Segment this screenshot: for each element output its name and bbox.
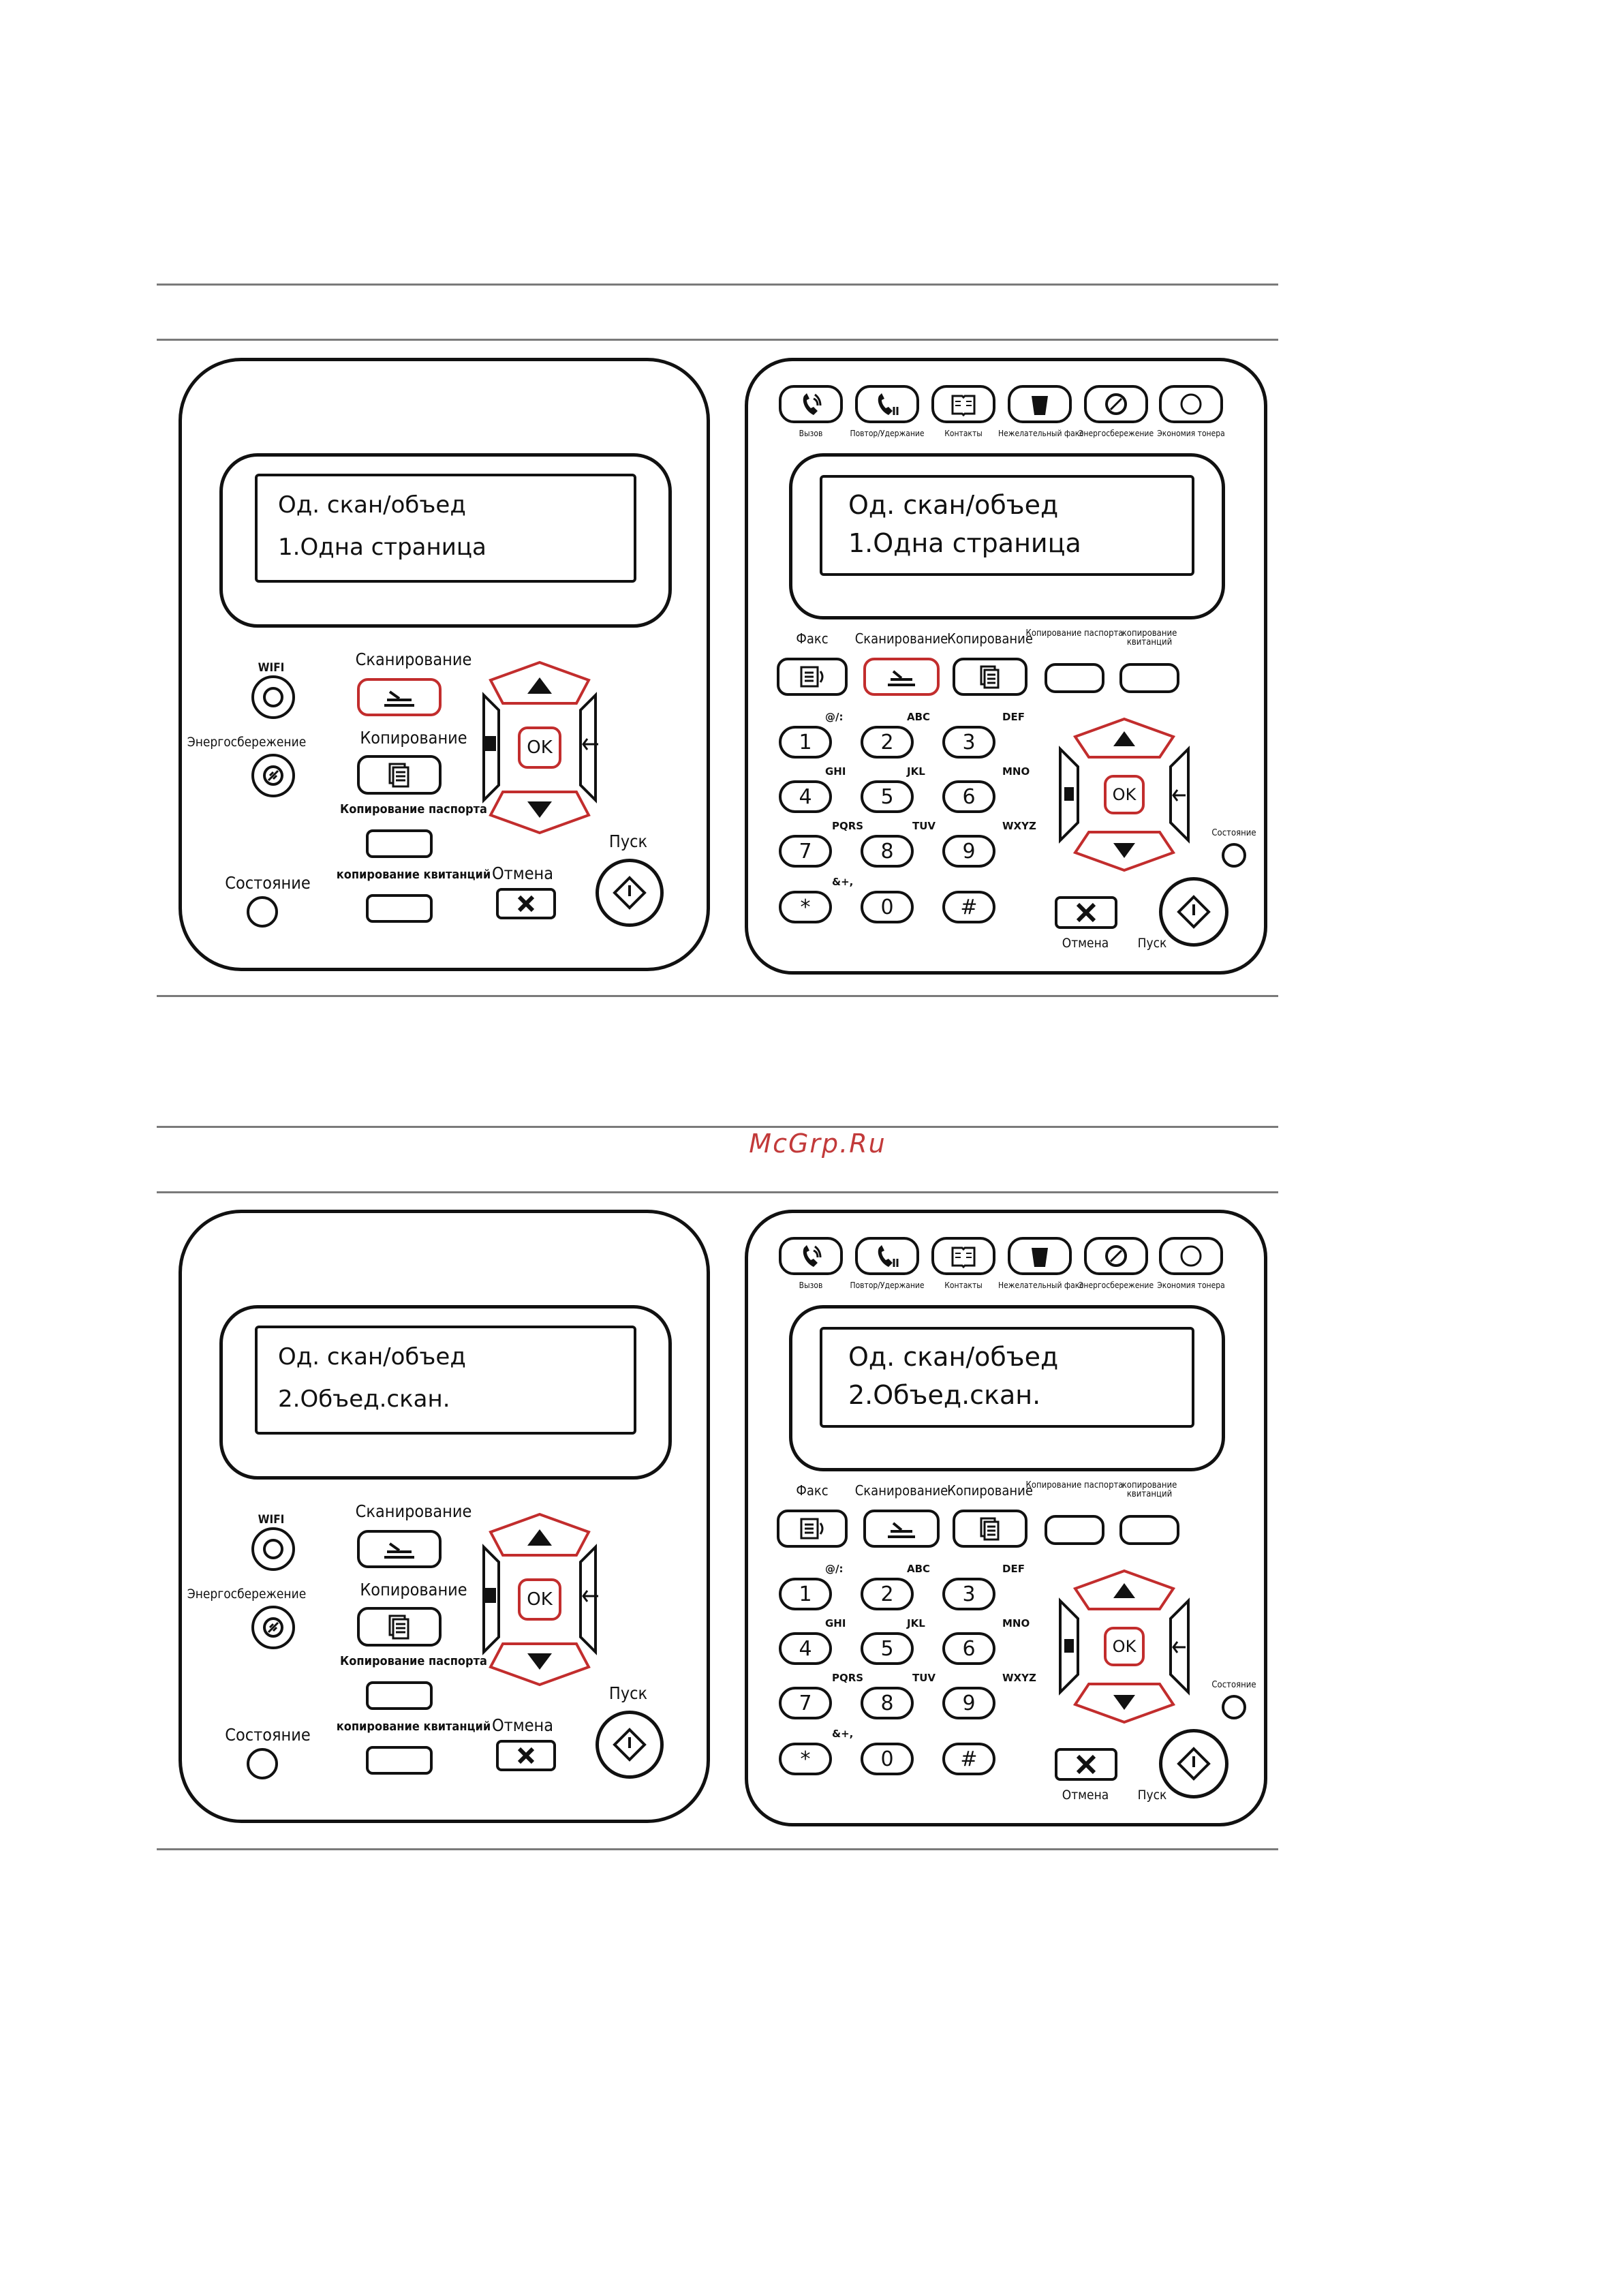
keypad-key-10[interactable]: * — [779, 1743, 832, 1775]
key-letters-label: PQRS — [832, 820, 864, 832]
keypad-key-12[interactable]: # — [942, 1743, 995, 1775]
cancel-label: Отмена — [1062, 936, 1109, 951]
key-letters-label: @/: — [825, 711, 844, 723]
copy-label: Копирование — [360, 1580, 467, 1599]
key-letters-label: ABC — [907, 1563, 931, 1575]
ok-button[interactable]: OK — [518, 726, 561, 769]
keypad-key-2[interactable]: 2 — [861, 1578, 914, 1610]
energy-label: Энергосбережение — [187, 735, 307, 750]
energy-label: Энергосбережение — [187, 1587, 307, 1602]
scan-button[interactable] — [357, 678, 442, 716]
start-label: Пуск — [1137, 1788, 1167, 1803]
start-label: Пуск — [608, 1683, 648, 1703]
keypad-key-5[interactable]: 5 — [861, 1632, 914, 1665]
top-button-3[interactable] — [931, 1237, 995, 1275]
keypad-key-10[interactable]: * — [779, 891, 832, 923]
top-button-2-label: Повтор/Удержание — [850, 1281, 925, 1290]
passport-copy-label: Копирование паспорта — [1025, 1480, 1124, 1490]
cancel-label: Отмена — [491, 1715, 554, 1735]
receipt-copy-label: копирование квитанций — [336, 1719, 491, 1734]
copy-button[interactable] — [953, 658, 1027, 696]
top-button-4-label: Нежелательный факс — [998, 429, 1084, 438]
start-label: Пуск — [1137, 936, 1167, 951]
key-letters-label: MNO — [1002, 1617, 1030, 1629]
fax-icon — [799, 1516, 826, 1541]
top-button-5[interactable] — [1084, 385, 1148, 423]
lcd-screen — [255, 474, 636, 583]
rule — [157, 284, 1278, 286]
toner-save-icon — [1179, 392, 1203, 416]
scan-label: Сканирование — [355, 1501, 472, 1521]
status-indicator — [247, 1748, 278, 1779]
cancel-button[interactable] — [496, 888, 556, 919]
scan-button[interactable] — [863, 1510, 940, 1548]
keypad-key-11[interactable]: 0 — [861, 1743, 914, 1775]
keypad-key-2[interactable]: 2 — [861, 726, 914, 759]
cancel-label: Отмена — [491, 863, 554, 883]
watermark: McGrp.Ru — [749, 1129, 886, 1159]
keypad-key-1[interactable]: 1 — [779, 1578, 832, 1610]
copy-label: Копирование — [947, 630, 1033, 647]
top-button-1-label: Вызов — [799, 429, 823, 438]
keypad-key-11[interactable]: 0 — [861, 891, 914, 923]
copy-button[interactable] — [953, 1510, 1027, 1548]
keypad-key-6[interactable]: 6 — [942, 780, 995, 813]
fax-icon — [799, 664, 826, 689]
toner-save-icon — [1179, 1244, 1203, 1268]
keypad-key-5[interactable]: 5 — [861, 780, 914, 813]
top-button-1-label: Вызов — [799, 1281, 823, 1290]
cancel-x-icon — [1075, 1754, 1097, 1775]
keypad-key-6[interactable]: 6 — [942, 1632, 995, 1665]
keypad-key-3[interactable]: 3 — [942, 1578, 995, 1610]
status-label: Состояние — [1211, 1680, 1256, 1690]
receipt-copy-label: копирование квитанций — [1122, 1480, 1177, 1499]
lcd-screen — [820, 1327, 1194, 1428]
contacts-book-icon — [951, 392, 976, 416]
scan-label: Сканирование — [355, 649, 472, 669]
key-letters-label: WXYZ — [1002, 1672, 1036, 1684]
cancel-button[interactable] — [496, 1740, 556, 1771]
scanner-icon — [884, 1516, 919, 1541]
key-letters-label: DEF — [1002, 1563, 1025, 1575]
top-button-3-label: Контакты — [944, 429, 983, 438]
phone-icon — [799, 1244, 823, 1268]
scan-label: Сканирование — [854, 630, 948, 647]
scan-button[interactable] — [357, 1530, 442, 1568]
energy-save-button[interactable] — [251, 1606, 295, 1649]
lcd-line-1: Од. скан/объед — [278, 491, 466, 519]
energy-icon — [262, 765, 284, 786]
top-button-5-label: Энергосбережение — [1078, 429, 1154, 438]
keypad-key-3[interactable]: 3 — [942, 726, 995, 759]
scanner-icon — [380, 685, 418, 709]
top-button-6-label: Экономия тонера — [1157, 1281, 1225, 1290]
receipt-copy-label: копирование квитанций — [1122, 628, 1177, 647]
contacts-book-icon — [951, 1244, 976, 1268]
top-button-3[interactable] — [931, 385, 995, 423]
lcd-screen — [820, 475, 1194, 576]
status-label: Состояние — [1211, 828, 1256, 838]
rule — [157, 339, 1278, 341]
lcd-line-1: Од. скан/объед — [278, 1343, 466, 1371]
wifi-label: WIFI — [258, 1513, 285, 1527]
key-letters-label: DEF — [1002, 711, 1025, 723]
fax-label: Факс — [796, 630, 829, 647]
keypad-key-1[interactable]: 1 — [779, 726, 832, 759]
keypad-key-4[interactable]: 4 — [779, 1632, 832, 1665]
passport-copy-label: Копирование паспорта — [340, 802, 487, 816]
passport-copy-button[interactable] — [366, 1681, 433, 1710]
lcd-line-1: Од. скан/объед — [848, 1342, 1059, 1372]
status-indicator — [1222, 843, 1246, 868]
ok-button[interactable]: OK — [1104, 1627, 1145, 1666]
key-letters-label: @/: — [825, 1563, 844, 1575]
lcd-line-2: 2.Объед.скан. — [278, 1386, 450, 1413]
wifi-icon — [263, 1539, 283, 1559]
keypad-key-8[interactable]: 8 — [861, 835, 914, 868]
cancel-button[interactable] — [1055, 1748, 1117, 1781]
cancel-x-icon — [1075, 902, 1097, 923]
key-letters-label: WXYZ — [1002, 820, 1036, 832]
top-button-3-label: Контакты — [944, 1281, 983, 1290]
rule — [157, 995, 1278, 997]
key-letters-label: &+, — [832, 1728, 854, 1740]
start-label: Пуск — [608, 831, 648, 851]
passport-copy-button[interactable] — [1045, 663, 1104, 693]
keypad-key-8[interactable]: 8 — [861, 1687, 914, 1719]
status-indicator — [247, 896, 278, 928]
status-indicator — [1222, 1695, 1246, 1719]
receipt-copy-button[interactable] — [1119, 663, 1179, 693]
energy-icon — [1104, 392, 1128, 416]
energy-icon — [262, 1617, 284, 1638]
ok-button[interactable]: OK — [1104, 775, 1145, 814]
top-button-5[interactable] — [1084, 1237, 1148, 1275]
copy-button[interactable] — [357, 755, 442, 795]
status-label: Состояние — [225, 1725, 311, 1745]
top-button-4[interactable] — [1008, 385, 1072, 423]
junk-fax-icon — [1027, 1244, 1052, 1268]
key-letters-label: PQRS — [832, 1672, 864, 1684]
keypad-key-7[interactable]: 7 — [779, 835, 832, 868]
copy-icon — [387, 1613, 412, 1640]
wifi-button[interactable] — [251, 675, 295, 719]
top-button-6[interactable] — [1159, 1237, 1223, 1275]
start-icon — [612, 1727, 647, 1762]
ok-button[interactable]: OK — [518, 1578, 561, 1621]
lcd-line-2: 2.Объед.скан. — [848, 1380, 1041, 1410]
keypad-key-9[interactable]: 9 — [942, 835, 995, 868]
scanner-icon — [884, 664, 919, 689]
receipt-copy-button[interactable] — [1119, 1515, 1179, 1545]
copy-icon — [978, 1516, 1002, 1542]
top-button-6-label: Экономия тонера — [1157, 429, 1225, 438]
rule — [157, 1191, 1278, 1193]
lcd-line-1: Од. скан/объед — [848, 490, 1059, 520]
passport-copy-button[interactable] — [366, 829, 433, 858]
passport-copy-label: Копирование паспорта — [340, 1654, 487, 1668]
scan-label: Сканирование — [854, 1482, 948, 1499]
junk-fax-icon — [1027, 392, 1052, 416]
keypad-key-12[interactable]: # — [942, 891, 995, 923]
wifi-button[interactable] — [251, 1527, 295, 1571]
copy-icon — [978, 664, 1002, 690]
wifi-label: WIFI — [258, 661, 285, 675]
top-button-5-label: Энергосбережение — [1078, 1281, 1154, 1290]
fax-label: Факс — [796, 1482, 829, 1499]
receipt-copy-label: копирование квитанций — [336, 868, 491, 882]
passport-copy-button[interactable] — [1045, 1515, 1104, 1545]
lcd-line-2: 1.Одна страница — [278, 534, 486, 561]
copy-label: Копирование — [947, 1482, 1033, 1499]
start-icon — [1176, 1746, 1211, 1781]
key-letters-label: TUV — [912, 820, 936, 832]
top-button-4-label: Нежелательный факс — [998, 1281, 1084, 1290]
redial-hold-icon — [875, 1244, 899, 1268]
top-button-2-label: Повтор/Удержание — [850, 429, 925, 438]
top-button-2[interactable] — [855, 1237, 919, 1275]
scan-button[interactable] — [863, 658, 940, 696]
phone-icon — [799, 392, 823, 416]
keypad-key-9[interactable]: 9 — [942, 1687, 995, 1719]
lcd-screen — [255, 1326, 636, 1435]
cancel-x-icon — [516, 1746, 536, 1765]
copy-icon — [387, 761, 412, 789]
top-button-2[interactable] — [855, 385, 919, 423]
cancel-button[interactable] — [1055, 896, 1117, 929]
start-button[interactable] — [596, 859, 664, 927]
top-button-6[interactable] — [1159, 385, 1223, 423]
energy-save-button[interactable] — [251, 754, 295, 797]
lcd-line-2: 1.Одна страница — [848, 528, 1081, 558]
start-button[interactable] — [596, 1711, 664, 1779]
key-letters-label: GHI — [825, 765, 846, 778]
start-icon — [1176, 894, 1211, 930]
key-letters-label: GHI — [825, 1617, 846, 1629]
receipt-copy-button[interactable] — [366, 1746, 433, 1775]
receipt-copy-button[interactable] — [366, 894, 433, 923]
key-letters-label: TUV — [912, 1672, 936, 1684]
key-letters-label: JKL — [907, 1617, 925, 1629]
key-letters-label: MNO — [1002, 765, 1030, 778]
rule — [157, 1126, 1278, 1128]
key-letters-label: ABC — [907, 711, 931, 723]
scanner-icon — [380, 1537, 418, 1561]
passport-copy-label: Копирование паспорта — [1025, 628, 1124, 639]
keypad-key-7[interactable]: 7 — [779, 1687, 832, 1719]
copy-button[interactable] — [357, 1607, 442, 1647]
start-icon — [612, 875, 647, 910]
copy-label: Копирование — [360, 728, 467, 748]
energy-icon — [1104, 1244, 1128, 1268]
keypad-key-4[interactable]: 4 — [779, 780, 832, 813]
top-button-1[interactable] — [779, 385, 843, 423]
status-label: Состояние — [225, 873, 311, 893]
fax-button[interactable] — [777, 1510, 848, 1548]
wifi-icon — [263, 687, 283, 707]
rule — [157, 1848, 1278, 1850]
redial-hold-icon — [875, 392, 899, 416]
key-letters-label: &+, — [832, 876, 854, 888]
cancel-x-icon — [516, 894, 536, 913]
top-button-4[interactable] — [1008, 1237, 1072, 1275]
top-button-1[interactable] — [779, 1237, 843, 1275]
key-letters-label: JKL — [907, 765, 925, 778]
cancel-label: Отмена — [1062, 1788, 1109, 1803]
fax-button[interactable] — [777, 658, 848, 696]
